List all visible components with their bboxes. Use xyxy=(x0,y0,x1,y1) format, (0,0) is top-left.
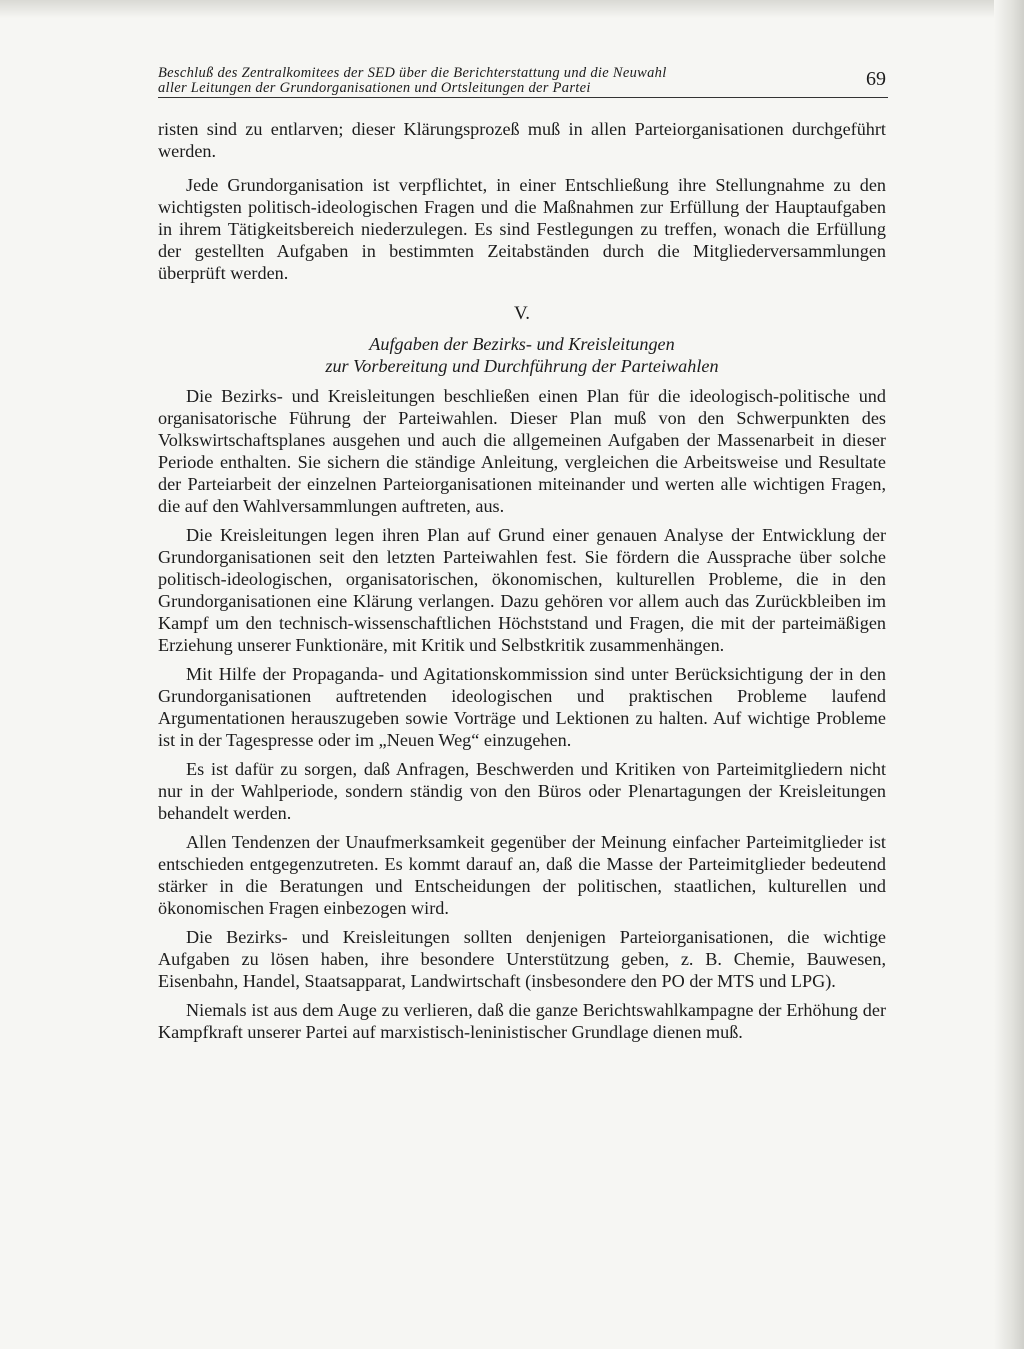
paragraph-continuation: risten sind zu entlarven; dieser Klärungsprozeß muß in allen Parteiorganisationen durchgeführt werden. xyxy=(158,119,886,161)
paragraph-unterstuetzung: Die Bezirks- und Kreisleitungen sollten denjenigen Parteiorganisationen, die wichtige Aufgaben zu lösen haben, ihre besondere Unterstützung geben, z. B. Chemie, Bauwesen, Eisenbahn, Handel, Staatsapparat, Landwirtschaft (insbesondere den PO der MTS und LPG). xyxy=(158,927,886,991)
paragraph-propaganda: Mit Hilfe der Propaganda- und Agitationskommission sind unter Berücksichtigung der in den Grundorganisationen auftretenden ideologischen und praktischen Probleme laufend Argumentationen herauszugeben sowie Vorträge und Lektionen zu halten. Auf wichtige Probleme ist in der Tagespresse oder im „Neuen Weg“ einzugehen. xyxy=(158,664,886,750)
running-title-line-1: Beschluß des Zentralkomitees der SED über die Berichterstattung und die Neuwahl xyxy=(158,65,667,81)
page-number: 69 xyxy=(866,68,886,90)
paragraph-plan: Die Bezirks- und Kreisleitungen beschließen einen Plan für die ideologisch-politische und organisatorische Führung der Parteiwahlen. Dieser Plan muß von den Schwerpunkten des Volkswirtschaftsplanes ausgehen und auch die allgemeinen Aufgaben der Massenarbeit in dieser Periode enthalten. Sie sichern die ständige Anleitung, vergleichen die Arbeitsweise und Resultate der Parteiarbeit der einzelnen Parteiorganisationen miteinander und werten alle wichtigen Fragen, die auf den Wahlversammlungen auftreten, aus. xyxy=(158,386,886,516)
scan-edge-right xyxy=(994,0,1024,1349)
running-header xyxy=(158,66,888,96)
paragraph-anfragen: Es ist dafür zu sorgen, daß Anfragen, Beschwerden und Kritiken von Parteimitgliedern nicht nur in der Wahlperiode, sondern ständig von den Büros oder Plenartagungen der Kreisleitungen behandelt werden. xyxy=(158,759,886,823)
paragraph-kreisleitungen: Die Kreisleitungen legen ihren Plan auf Grund einer genauen Analyse der Entwicklung der Grundorganisationen seit den letzten Parteiwahlen fest. Sie fördern die Aussprache über solche politisch-ideologischen, organisatorischen, ökonomischen, kulturellen Probleme, die in den Grundorganisationen eine Klärung verlangen. Dazu gehören vor allem auch das Zurückbleiben im Kampf um den technisch-wissenschaftlichen Höchststand und Fragen, die mit der parteimäßigen Erziehung unserer Funktionäre, mit Kritik und Selbstkritik zusammenhängen. xyxy=(158,525,886,655)
section-title-line-1: Aufgaben der Bezirks- und Kreisleitungen xyxy=(369,334,675,354)
page-body xyxy=(158,118,886,1043)
paragraph-grundorganisation: Jede Grundorganisation ist verpflichtet, in einer Entschließung ihre Stellungnahme zu den wichtigsten politisch-ideologischen Fragen und die Maßnahmen zur Erfüllung der Hauptaufgaben in ihrem Tätigkeitsbereich niederzulegen. Es sind Festlegungen zu treffen, wonach die Erfüllung der gestellten Aufgaben in bestimmten Zeitabständen durch die Mitgliederversammlungen überprüft werden. xyxy=(158,175,886,283)
section-title xyxy=(158,333,886,377)
header-rule xyxy=(158,97,888,98)
running-title-line-2: aller Leitungen der Grundorganisationen und Ortsleitungen der Partei xyxy=(158,80,591,96)
section-number: V. xyxy=(513,303,531,324)
section-title-line-2: zur Vorbereitung und Durchführung der Parteiwahlen xyxy=(325,356,719,376)
scan-edge-top xyxy=(0,0,1024,18)
paragraph-tendenzen: Allen Tendenzen der Unaufmerksamkeit gegenüber der Meinung einfacher Parteimitglieder ist entschieden entgegenzutreten. Es kommt darauf an, daß die Masse der Parteimitglieder bedeutend stärker in die Beratungen und Entscheidungen der politischen, staatlichen, kulturellen und ökonomischen Fragen einbezogen wird. xyxy=(158,832,886,918)
paragraph-berichtswahlkampagne: Niemals ist aus dem Auge zu verlieren, daß die ganze Berichtswahlkampagne der Erhöhung der Kampfkraft unserer Partei auf marxistisch-leninistischer Grundlage dienen muß. xyxy=(158,1000,886,1042)
